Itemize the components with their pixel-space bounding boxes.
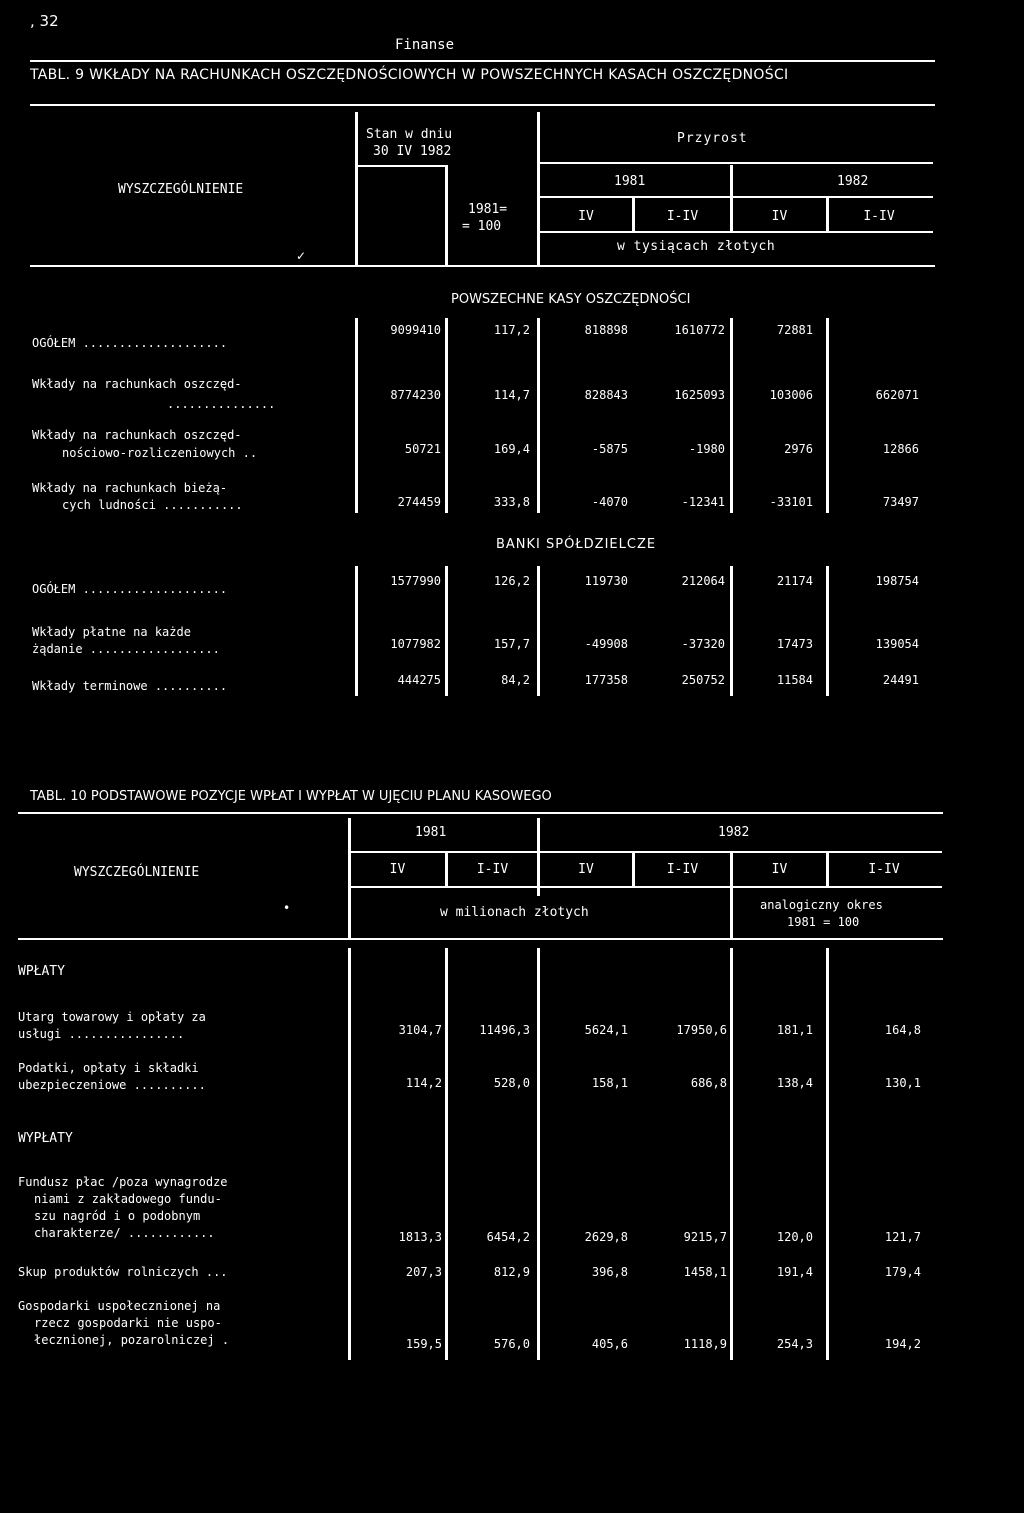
divider bbox=[445, 948, 448, 1360]
divider bbox=[537, 112, 540, 267]
rule bbox=[30, 60, 935, 62]
t10-wplaty-row1-v6: 164,8 bbox=[884, 1023, 921, 1037]
t10-wyplaty-row3-v3: 405,6 bbox=[591, 1337, 628, 1351]
t10-wyplaty-row3-v1: 159,5 bbox=[405, 1337, 442, 1351]
divider bbox=[730, 948, 733, 1360]
t10-wyplaty-row2-v3: 396,8 bbox=[591, 1265, 628, 1279]
t10-wyplaty-row1-line1: Fundusz płac /poza wynagrodze bbox=[18, 1175, 228, 1189]
t9s2-row3-v1: 444275 bbox=[397, 673, 441, 687]
t9s2-row1-v5: 21174 bbox=[776, 574, 813, 588]
t10-wplaty-row2-v5: 138,4 bbox=[776, 1076, 813, 1090]
t9s1-row3-label1: Wkłady na rachunkach oszczęd- bbox=[32, 428, 242, 442]
rule bbox=[18, 812, 943, 814]
t9s2-row2-v5: 17473 bbox=[776, 637, 813, 651]
header-q4: I-IV bbox=[863, 209, 895, 224]
t10-header-analog1: analogiczny okres bbox=[760, 898, 883, 912]
rule bbox=[30, 265, 935, 267]
divider bbox=[355, 112, 358, 267]
section-title: Finanse bbox=[395, 37, 455, 53]
t9s1-row3-v6: 12866 bbox=[882, 442, 919, 456]
divider bbox=[537, 818, 540, 896]
t10-wplaty-row2-v6: 130,1 bbox=[884, 1076, 921, 1090]
t9s1-row1-v3: 818898 bbox=[584, 323, 628, 337]
t9s2-row3-v2: 84,2 bbox=[501, 673, 530, 687]
wyplaty-label: WYPŁATY bbox=[18, 1131, 73, 1146]
t10-wyplaty-row2-v5: 191,4 bbox=[776, 1265, 813, 1279]
t10-wyplaty-row2-v6: 179,4 bbox=[884, 1265, 921, 1279]
t9s2-row2-label1: Wkłady płatne na każde bbox=[32, 625, 191, 639]
t10-wplaty-row1-line2: usługi ................ bbox=[18, 1027, 185, 1041]
t10-wyplaty-row2-v2: 812,9 bbox=[493, 1265, 530, 1279]
header-przyrost: Przyrost bbox=[677, 131, 748, 146]
t10-wyplaty-row3-line3: łecznionej, pozarolniczej . bbox=[34, 1333, 230, 1347]
t9s2-row2-v1: 1077982 bbox=[390, 637, 441, 651]
header-index-line2: = 100 bbox=[462, 219, 502, 234]
t9s2-row2-v2: 157,7 bbox=[493, 637, 530, 651]
t10-header-year-1981: 1981 bbox=[415, 825, 447, 840]
t9s1-row1-v2: 117,2 bbox=[493, 323, 530, 337]
divider bbox=[826, 318, 829, 513]
header-year-1982: 1982 bbox=[837, 174, 869, 189]
header-wyszczegolnienie: WYSZCZEGÓLNIENIE bbox=[118, 182, 244, 197]
divider bbox=[445, 318, 448, 513]
t10-wplaty-row1-v3: 5624,1 bbox=[584, 1023, 628, 1037]
t10-wyplaty-row3-v6: 194,2 bbox=[884, 1337, 921, 1351]
t10-header-year-1982: 1982 bbox=[718, 825, 750, 840]
t10-header-wyszczegolnienie: WYSZCZEGÓLNIENIE bbox=[74, 865, 200, 880]
divider bbox=[826, 948, 829, 1360]
header-stan-line2: 30 IV 1982 bbox=[373, 144, 452, 159]
bullet-mark: • bbox=[283, 901, 291, 915]
divider bbox=[348, 948, 351, 1360]
rule bbox=[30, 104, 935, 106]
divider bbox=[355, 318, 358, 513]
t9s1-row2-label2: ............... bbox=[167, 397, 276, 411]
t9s1-row3-v3: -5875 bbox=[591, 442, 628, 456]
t10-wplaty-row1-v5: 181,1 bbox=[776, 1023, 813, 1037]
rule bbox=[540, 162, 933, 164]
rule bbox=[350, 851, 942, 853]
t9s2-row1-v3: 119730 bbox=[584, 574, 628, 588]
t9s1-row4-v3: -4070 bbox=[591, 495, 628, 509]
rule bbox=[350, 886, 942, 888]
rule bbox=[540, 231, 933, 233]
t9s2-row2-v6: 139054 bbox=[875, 637, 919, 651]
t9s2-row3-v5: 11584 bbox=[776, 673, 813, 687]
t9s1-row4-v2: 333,8 bbox=[493, 495, 530, 509]
t10-wplaty-row1-v1: 3104,7 bbox=[398, 1023, 442, 1037]
divider bbox=[445, 165, 448, 267]
divider bbox=[730, 318, 733, 513]
t9s1-row3-v2: 169,4 bbox=[493, 442, 530, 456]
section1-title: POWSZECHNE KASY OSZCZĘDNOŚCI bbox=[451, 292, 691, 307]
t9s1-row2-label1: Wkłady na rachunkach oszczęd- bbox=[32, 377, 242, 391]
t10-wplaty-row2-v2: 528,0 bbox=[493, 1076, 530, 1090]
section2-title: BANKI SPÓŁDZIELCZE bbox=[496, 537, 657, 552]
header-q1: IV bbox=[578, 209, 594, 224]
t9s1-row4-v1: 274459 bbox=[397, 495, 441, 509]
t9s1-row2-v6: 662071 bbox=[875, 388, 919, 402]
arrow-mark: ✓ bbox=[296, 249, 307, 263]
t10-wyplaty-row1-v3: 2629,8 bbox=[584, 1230, 628, 1244]
t9s1-row4-v5: -33101 bbox=[769, 495, 813, 509]
t9s2-row1-v2: 126,2 bbox=[493, 574, 530, 588]
divider bbox=[537, 318, 540, 513]
t10-wyplaty-row1-v4: 9215,7 bbox=[683, 1230, 727, 1244]
t9s1-row3-v5: 2976 bbox=[784, 442, 813, 456]
t10-wplaty-row2-v3: 158,1 bbox=[591, 1076, 628, 1090]
t10-wyplaty-row1-v1: 1813,3 bbox=[398, 1230, 442, 1244]
t10-header-c1: IV bbox=[389, 862, 406, 877]
t10-header-c3: IV bbox=[578, 862, 594, 877]
t10-wyplaty-row1-line2: niami z zakładowego fundu- bbox=[34, 1192, 222, 1206]
t9s1-row3-label2: nościowo-rozliczeniowych .. bbox=[62, 446, 258, 460]
t9s1-row4-v4: -12341 bbox=[681, 495, 725, 509]
t10-wyplaty-row3-line1: Gospodarki uspołecznionej na bbox=[18, 1299, 221, 1313]
t9s2-row3-v4: 250752 bbox=[681, 673, 725, 687]
t9s2-row1-v1: 1577990 bbox=[390, 574, 441, 588]
page-number: , 32 bbox=[30, 12, 59, 30]
t10-wplaty-row1-v2: 11496,3 bbox=[479, 1023, 530, 1037]
header-year-1981: 1981 bbox=[614, 174, 646, 189]
t10-header-analog2: 1981 = 100 bbox=[787, 915, 860, 929]
t9s2-row2-label2: żądanie .................. bbox=[32, 642, 220, 656]
t10-header-c4: I-IV bbox=[666, 862, 699, 877]
t9s2-row3-v6: 24491 bbox=[882, 673, 919, 687]
t10-header-c2: I-IV bbox=[476, 862, 509, 877]
t9s1-row1-v1: 9099410 bbox=[390, 323, 441, 337]
t9s1-row1-v5: 72881 bbox=[776, 323, 813, 337]
t10-wyplaty-row1-v6: 121,7 bbox=[884, 1230, 921, 1244]
t9s2-row2-v3: -49908 bbox=[584, 637, 628, 651]
t9s2-row1-v6: 198754 bbox=[875, 574, 919, 588]
t10-wyplaty-row1-line3: szu nagród i o podobnym bbox=[34, 1209, 201, 1223]
rule bbox=[355, 165, 445, 167]
t9s1-row2-v4: 1625093 bbox=[674, 388, 725, 402]
t10-header-c5: IV bbox=[771, 862, 788, 877]
divider bbox=[537, 948, 540, 1360]
t10-wyplaty-row1-v2: 6454,2 bbox=[486, 1230, 530, 1244]
t9s1-row2-v2: 114,7 bbox=[493, 388, 530, 402]
t10-header-c6: I-IV bbox=[868, 862, 900, 877]
t9s2-row2-v4: -37320 bbox=[681, 637, 725, 651]
wplaty-label: WPŁATY bbox=[18, 964, 65, 979]
t9s1-row4-label2: cych ludności ........... bbox=[62, 498, 243, 512]
t9s1-row2-v5: 103006 bbox=[769, 388, 813, 402]
header-unit: w tysiącach złotych bbox=[617, 239, 776, 254]
t10-wplaty-row1-v4: 17950,6 bbox=[676, 1023, 727, 1037]
t9s1-row3-v4: -1980 bbox=[688, 442, 725, 456]
t9s1-row4-v6: 73497 bbox=[882, 495, 919, 509]
t10-wyplaty-row1-v5: 120,0 bbox=[776, 1230, 813, 1244]
header-q3: IV bbox=[771, 209, 788, 224]
table10-title: TABL. 10 PODSTAWOWE POZYCJE WPŁAT I WYPŁAT W UJĘCIU PLANU KASOWEGO bbox=[30, 789, 552, 804]
t9s2-row1-label: OGÓŁEM .................... bbox=[32, 582, 228, 596]
t10-wyplaty-row2-v1: 207,3 bbox=[405, 1265, 442, 1279]
t9s1-row4-label1: Wkłady na rachunkach bieżą- bbox=[32, 481, 228, 495]
t10-wplaty-row1-line1: Utarg towarowy i opłaty za bbox=[18, 1010, 206, 1024]
t10-header-unit: w milionach złotych bbox=[440, 905, 589, 920]
t10-wyplaty-row3-line2: rzecz gospodarki nie uspo- bbox=[34, 1316, 222, 1330]
header-stan-line1: Stan w dniu bbox=[366, 127, 453, 142]
t9s2-row3-label: Wkłady terminowe .......... bbox=[32, 679, 228, 693]
table9-title: TABL. 9 WKŁADY NA RACHUNKACH OSZCZĘDNOŚCIOWYCH W POWSZECHNYCH KASACH OSZCZĘDNOŚCI bbox=[30, 67, 789, 83]
t10-wplaty-row2-line1: Podatki, opłaty i składki bbox=[18, 1061, 199, 1075]
t9s1-row2-v3: 828843 bbox=[584, 388, 628, 402]
t9s1-row1-v4: 1610772 bbox=[674, 323, 725, 337]
t10-wyplaty-row2-line1: Skup produktów rolniczych ... bbox=[18, 1265, 228, 1279]
t9s2-row3-v3: 177358 bbox=[584, 673, 628, 687]
header-index-line1: 1981= bbox=[468, 202, 508, 217]
t9s1-row1-label: OGÓŁEM .................... bbox=[32, 336, 228, 350]
rule bbox=[18, 938, 943, 940]
t10-wyplaty-row3-v4: 1118,9 bbox=[683, 1337, 727, 1351]
t10-wplaty-row2-line2: ubezpieczeniowe .......... bbox=[18, 1078, 206, 1092]
t10-wplaty-row2-v1: 114,2 bbox=[405, 1076, 442, 1090]
rule bbox=[540, 196, 933, 198]
header-q2: I-IV bbox=[666, 209, 699, 224]
t10-wyplaty-row3-v5: 254,3 bbox=[776, 1337, 813, 1351]
t9s1-row3-v1: 50721 bbox=[404, 442, 441, 456]
t10-wyplaty-row1-line4: charakterze/ ............ bbox=[34, 1226, 215, 1240]
t9s1-row2-v1: 8774230 bbox=[390, 388, 441, 402]
divider bbox=[348, 818, 351, 938]
t10-wyplaty-row3-v2: 576,0 bbox=[493, 1337, 530, 1351]
t10-wyplaty-row2-v4: 1458,1 bbox=[683, 1265, 727, 1279]
t9s2-row1-v4: 212064 bbox=[681, 574, 725, 588]
t10-wplaty-row2-v4: 686,8 bbox=[690, 1076, 727, 1090]
